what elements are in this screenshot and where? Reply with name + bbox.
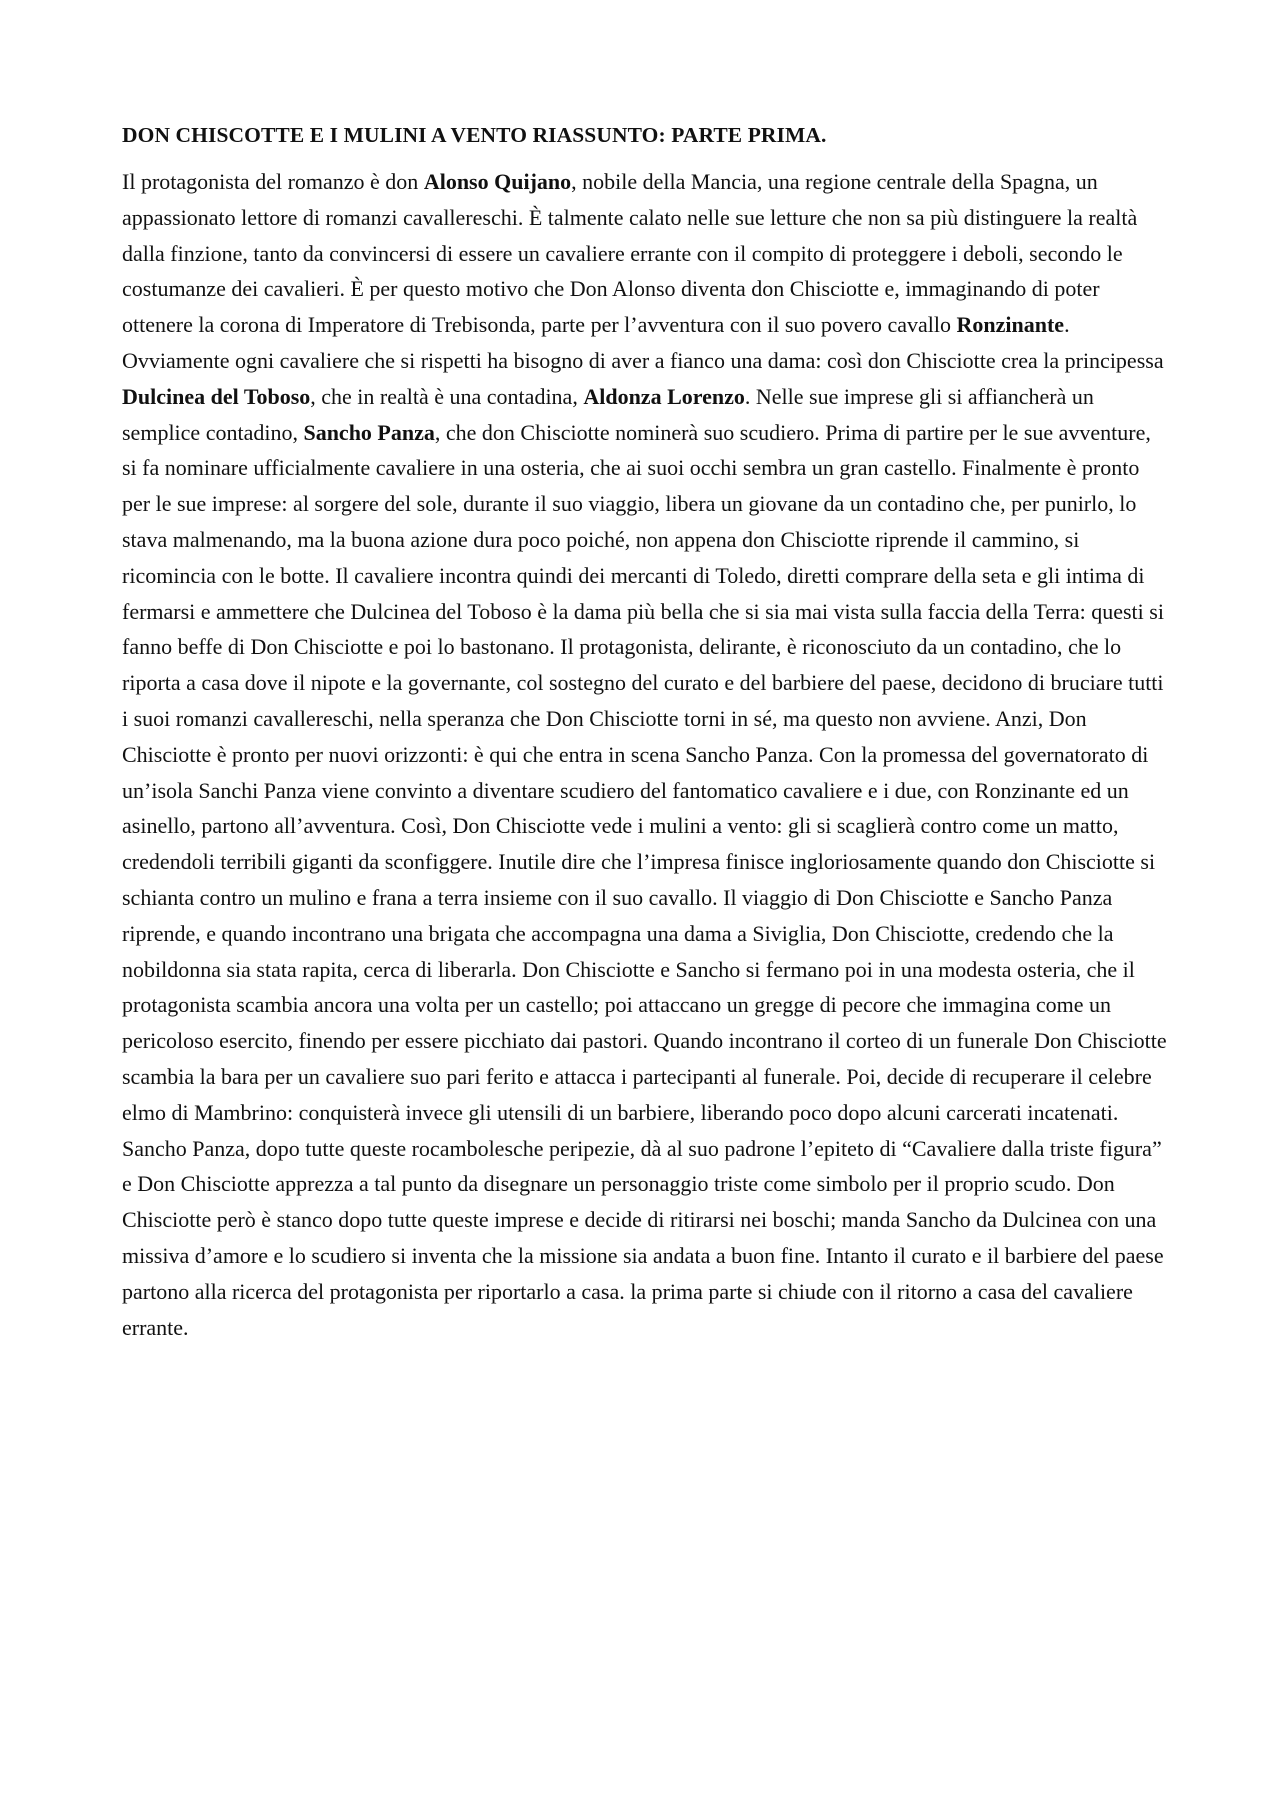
name-sancho-panza: Sancho Panza [303, 419, 435, 445]
name-ronzinante: Ronzinante [956, 312, 1065, 338]
text-run: . Nelle sue imprese gli si affiancherà un semplice contadino, [122, 383, 1094, 445]
text-run: , nobile della Mancia, una regione centrale della Spagna, un appassionato lettore di romanzi cavallereschi. È talmente calato nelle sue letture che non sa più distinguere la realtà dalla finzione, tanto da convincersi di essere un cavaliere errante con il compito di proteggere i deboli, secondo le costumanze dei cavalieri. È per questo motivo che Don Alonso diventa don Chisciotte e, immaginando di poter ottenere la corona di Imperatore di Trebisonda, parte per l’avventura con il suo povero cavallo [122, 169, 1138, 338]
text-run: . Ovviamente ogni cavaliere che si rispetti ha bisogno di aver a fianco una dama: così don Chisciotte crea la principessa [122, 312, 1164, 373]
name-alonso-quijano: Alonso Quijano [423, 169, 572, 194]
text-run: Il protagonista del romanzo è don [122, 169, 424, 194]
document-page [122, 120, 1167, 1345]
text-run: , che don Chisciotte nominerà suo scudiero. Prima di partire per le sue avventure, si fa nominare ufficialmente cavaliere in una osteria, che ai suoi occhi sembra un gran castello. Finalmente è pronto per le sue imprese: al sorgere del sole, durante il suo viaggio, libera un giovane da un contadino che, per punirlo, lo stava malmenando, ma la buona azione dura poco poiché, non appena don Chisciotte riprende il cammino, si ricomincia con le botte. Il cavaliere incontra quindi dei mercanti di Toledo, diretti comprare della seta e gli intima di fermarsi e ammettere che Dulcinea del Toboso è la dama più bella che si sia mai vista sulla faccia della Terra: questi si fanno beffe di Don Chisciotte e poi lo bastonano. Il protagonista, delirante, è riconosciuto da un contadino, che lo riporta a casa dove il nipote e la governante, col sostegno del curato e del barbiere del paese, decidono di bruciare tutti i suoi romanzi cavallereschi, nella speranza che Don Chisciotte torni in sé, ma questo non avviene. Anzi, Don Chisciotte è pronto per nuovi orizzonti: è qui che entra in scena Sancho Panza. Con la promessa del governatorato di un’isola Sanchi Panza viene convinto a diventare scudiero del fantomatico cavaliere e i due, con Ronzinante ed un asinello, partono all’avventura. Così, Don Chisciotte vede i mulini a vento: gli si scaglierà contro come un matto, credendoli terribili giganti da sconfiggere. Inutile dire che l’impresa finisce ingloriosamente quando don Chisciotte si schianta contro un mulino e frana a terra insieme con il suo cavallo. Il viaggio di Don Chisciotte e Sancho Panza riprende, e quando incontrano una brigata che accompagna una dama a Siviglia, Don Chisciotte, credendo che la nobildonna sia stata rapita, cerca di liberarla. Don Chisciotte e Sancho si fermano poi in una modesta osteria, che il protagonista scambia ancora una volta per un castello; poi attaccano un gregge di pecore che immagina come un pericoloso esercito, finendo per essere picchiato dai pastori. Quando incontrano il corteo di un funerale Don Chisciotte scambia la bara per un cavaliere suo pari ferito e attacca i partecipanti al funerale. Poi, decide di recuperare il celebre elmo di Mambrino: conquisterà invece gli utensili di un barbiere, liberando poco dopo alcuni carcerati incatenati. Sancho Panza, dopo tutte queste rocambolesche peripezie, dà al suo padrone l’epiteto di “Cavaliere dalla triste figura” e Don Chisciotte apprezza a tal punto da disegnare un personaggio triste come simbolo per il proprio scudo. Don Chisciotte però è stanco dopo tutte queste imprese e decide di ritirarsi nei boschi; manda Sancho da Dulcinea con una missiva d’amore e lo scudiero si inventa che la missione sia andata a buon fine. Intanto il curato e il barbiere del paese partono alla ricerca del protagonista per riportarlo a casa. la prima parte si chiude con il ritorno a casa del cavaliere errante. [122, 419, 1167, 1340]
name-dulcinea-del-toboso: Dulcinea del Toboso [122, 383, 311, 409]
document-title: DON CHISCOTTE E I MULINI A VENTO RIASSUNTO: PARTE PRIMA. [122, 123, 827, 147]
text-run: , che in realtà è una contadina, [310, 383, 584, 409]
name-aldonza-lorenzo: Aldonza Lorenzo [583, 383, 745, 409]
summary-paragraph [122, 164, 1167, 1345]
